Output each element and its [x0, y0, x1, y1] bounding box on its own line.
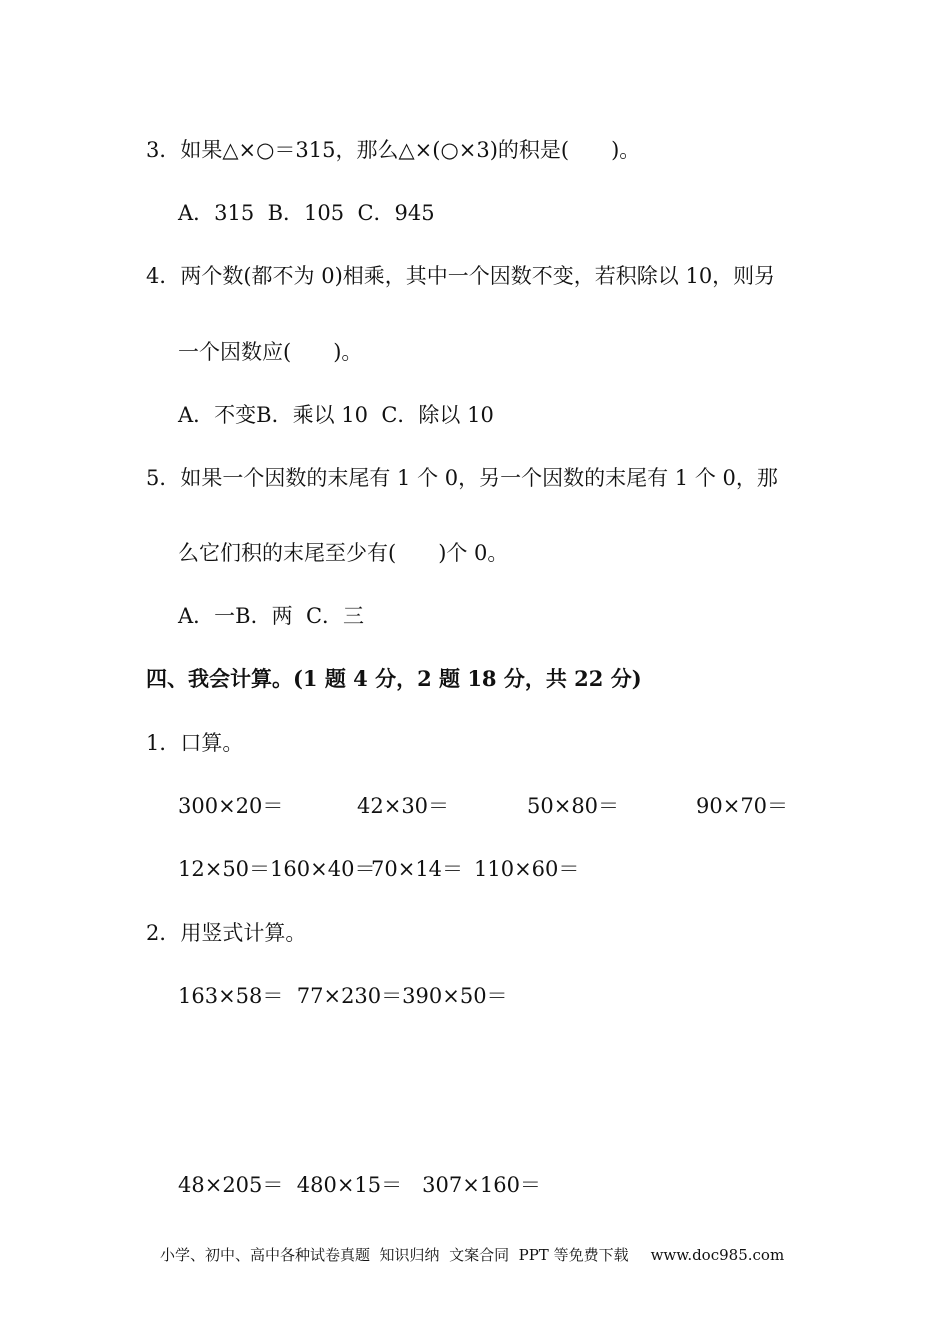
question-4-stem-line2: 一个因数应( )。 [178, 340, 363, 364]
question-5-options: A．一B．两 C．三 [178, 604, 365, 628]
mental-calc-item: 300×20＝ [178, 794, 284, 818]
question-4-options: A．不变B．乘以 10 C．除以 10 [178, 403, 494, 427]
vertical-calc-row-2: 48×205＝ 480×15＝ 307×160＝ [178, 1173, 541, 1197]
vertical-calc-row-1: 163×58＝ 77×230＝390×50＝ [178, 984, 508, 1008]
question-3-options: A．315 B．105 C．945 [178, 201, 435, 225]
mental-calc-item: 90×70＝ [696, 794, 789, 818]
question-5-stem-line1: 5．如果一个因数的末尾有 1 个 0，另一个因数的末尾有 1 个 0，那 [146, 466, 778, 490]
question-5-stem-line2: 么它们积的末尾至少有( )个 0。 [178, 541, 509, 565]
mental-calc-item: 70×14＝ [371, 857, 464, 881]
footer-url: www.doc985.com [650, 1246, 785, 1264]
footer-text: 小学、初中、高中各种试卷真题 知识归纳 文案合同 PPT 等免费下载 [160, 1246, 629, 1264]
mental-calc-item: 12×50＝160×40＝ [178, 857, 376, 881]
section-4-heading: 四、我会计算。(1 题 4 分，2 题 18 分，共 22 分) [146, 666, 642, 691]
page-footer [160, 1245, 784, 1265]
question-4-stem-line1: 4．两个数(都不为 0)相乘，其中一个因数不变，若积除以 10，则另 [146, 264, 776, 288]
mental-calc-item: 110×60＝ [474, 857, 580, 881]
part-2-title: 2．用竖式计算。 [146, 921, 307, 945]
mental-calc-item: 42×30＝ [357, 794, 450, 818]
part-1-title: 1．口算。 [146, 731, 244, 755]
mental-calc-item: 50×80＝ [527, 794, 620, 818]
question-3-stem: 3．如果△×○＝315，那么△×(○×3)的积是( )。 [146, 138, 641, 162]
